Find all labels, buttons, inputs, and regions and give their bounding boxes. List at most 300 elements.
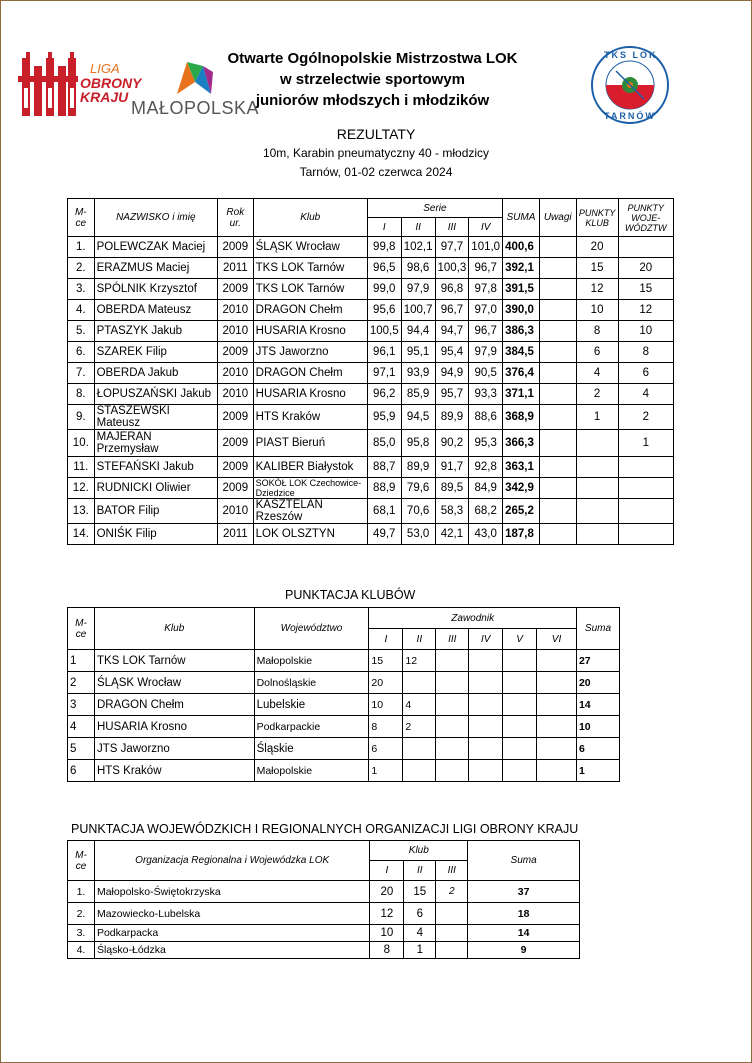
name-cell: SPÓLNIK Krzysztof [94,279,217,300]
comp-cell [469,760,503,782]
notes-cell [539,478,576,499]
name-cell: OBERDA Mateusz [94,300,217,321]
clubs-col-c6: VI [537,629,577,650]
points-voiv-cell [618,457,673,478]
points-club-cell [576,457,618,478]
place-cell: 13. [68,499,95,524]
series-cell: 91,7 [435,457,469,478]
sum-cell: 392,1 [503,258,540,279]
col-year: Rok ur. [218,199,254,237]
series-cell: 97,9 [469,342,503,363]
points-voiv-cell: 6 [618,363,673,384]
series-cell: 95,3 [469,430,503,457]
place-cell: 3 [68,694,95,716]
orgs-col-club: Klub [370,841,468,861]
place-cell: 1. [68,881,95,903]
series-cell: 97,7 [435,237,469,258]
place-cell: 5. [68,321,95,342]
sum-cell: 265,2 [503,499,540,524]
club-cell: PIAST Bieruń [253,430,367,457]
table-row [68,430,674,457]
series-cell: 89,9 [435,405,469,430]
series-cell: 96,7 [435,300,469,321]
sum-cell: 371,1 [503,384,540,405]
clubs-table [67,607,620,782]
col-s1: I [367,218,401,237]
series-cell: 99,0 [367,279,401,300]
series-cell: 96,8 [435,279,469,300]
comp-cell [403,760,436,782]
series-cell: 94,7 [435,321,469,342]
name-cell: OBERDA Jakub [94,363,217,384]
comp-cell [537,650,577,672]
comp-cell: 6 [369,738,403,760]
col-s3: III [435,218,469,237]
series-cell: 97,1 [367,363,401,384]
comp-cell [537,716,577,738]
col-series: Serie [367,199,502,218]
comp-cell [537,694,577,716]
clubs-col-club: Klub [94,608,254,650]
club-cell: 6 [404,903,436,925]
orgs-col-c1: I [370,861,404,881]
orgs-col-c2: II [404,861,436,881]
notes-cell [539,457,576,478]
series-cell: 96,2 [367,384,401,405]
name-cell: ŁOPUSZAŃSKI Jakub [94,384,217,405]
comp-cell [436,738,469,760]
points-club-cell: 6 [576,342,618,363]
points-club-cell: 10 [576,300,618,321]
clubs-title: PUNKTACJA KLUBÓW [285,588,416,602]
table-row [68,694,620,716]
place-cell: 9. [68,405,95,430]
place-cell: 5 [68,738,95,760]
comp-cell [503,760,537,782]
title-line-3: juniorów młodszych i młodzików [255,92,490,109]
year-cell: 2010 [218,300,254,321]
results-table [67,198,674,545]
club-cell: DRAGON Chełm [253,363,367,384]
points-club-cell: 1 [576,405,618,430]
series-cell: 68,2 [469,499,503,524]
place-cell: 1 [68,650,95,672]
name-cell: BATOR Filip [94,499,217,524]
series-cell: 89,5 [435,478,469,499]
club-cell: DRAGON Chełm [94,694,254,716]
series-cell: 93,9 [401,363,435,384]
voiv-cell: Małopolskie [254,650,369,672]
name-cell: ONIŚK Filip [94,524,217,545]
notes-cell [539,524,576,545]
notes-cell [539,430,576,457]
place-cell: 6 [68,760,95,782]
year-cell: 2009 [218,405,254,430]
sum-cell: 1 [576,760,619,782]
points-voiv-cell: 4 [618,384,673,405]
points-club-cell [576,430,618,457]
club-cell: LOK OLSZTYN [253,524,367,545]
series-cell: 88,6 [469,405,503,430]
results-heading: REZULTATY [336,126,416,142]
series-cell: 90,5 [469,363,503,384]
series-cell: 43,0 [469,524,503,545]
voiv-cell: Śląskie [254,738,369,760]
club-cell: HUSARIA Krosno [253,384,367,405]
comp-cell: 2 [403,716,436,738]
table-row [68,650,620,672]
tks-text-bottom: TARNÓW [604,111,656,121]
club-cell: KASZTELAN Rzeszów [253,499,367,524]
name-cell: RUDNICKI Oliwier [94,478,217,499]
series-cell: 58,3 [435,499,469,524]
series-cell: 85,9 [401,384,435,405]
clubs-col-sum: Suma [576,608,619,650]
notes-cell [539,342,576,363]
name-cell: STEFAŃSKI Jakub [94,457,217,478]
series-cell: 97,9 [401,279,435,300]
sum-cell: 9 [468,942,580,959]
col-s4: IV [469,218,503,237]
comp-cell: 12 [403,650,436,672]
sum-cell: 10 [576,716,619,738]
col-name: NAZWISKO i imię [94,199,217,237]
clubs-col-comp: Zawodnik [369,608,577,629]
table-row [68,738,620,760]
sum-cell: 14 [468,925,580,942]
series-cell: 96,1 [367,342,401,363]
voiv-cell: Lubelskie [254,694,369,716]
club-cell [436,903,468,925]
club-cell: JTS Jaworzno [94,738,254,760]
series-cell: 68,1 [367,499,401,524]
club-cell [436,925,468,942]
series-cell: 92,8 [469,457,503,478]
comp-cell [537,760,577,782]
club-cell: TKS LOK Tarnów [94,650,254,672]
table-row [68,478,674,499]
comp-cell [469,738,503,760]
table-row [68,342,674,363]
sum-cell: 366,3 [503,430,540,457]
place-cell: 4. [68,300,95,321]
comp-cell [537,738,577,760]
series-cell: 93,3 [469,384,503,405]
clubs-col-c4: IV [469,629,503,650]
place-cell: 2 [68,672,95,694]
year-cell: 2009 [218,342,254,363]
series-cell: 53,0 [401,524,435,545]
year-cell: 2011 [218,258,254,279]
table-row [68,457,674,478]
col-points-club: PUNKTY KLUB [576,199,618,237]
points-voiv-cell: 8 [618,342,673,363]
series-cell: 95,7 [435,384,469,405]
place-cell: 12. [68,478,95,499]
sum-cell: 400,6 [503,237,540,258]
club-cell: ŚLĄSK Wrocław [94,672,254,694]
place-cell: 4. [68,942,95,959]
series-cell: 100,3 [435,258,469,279]
points-voiv-cell: 20 [618,258,673,279]
points-club-cell: 8 [576,321,618,342]
comp-cell [503,694,537,716]
sum-cell: 386,3 [503,321,540,342]
table-row [68,499,674,524]
series-cell: 95,6 [367,300,401,321]
title-line-1: Otwarte Ogólnopolskie Mistrzostwa LOK [227,50,518,67]
table-row [68,279,674,300]
sum-cell: 384,5 [503,342,540,363]
series-cell: 88,9 [367,478,401,499]
series-cell: 95,4 [435,342,469,363]
comp-cell [403,672,436,694]
series-cell: 84,9 [469,478,503,499]
voiv-cell: Dolnośląskie [254,672,369,694]
club-cell: TKS LOK Tarnów [253,258,367,279]
series-cell: 97,0 [469,300,503,321]
comp-cell [469,650,503,672]
year-cell: 2009 [218,430,254,457]
club-cell: 4 [404,925,436,942]
series-cell: 94,4 [401,321,435,342]
points-voiv-cell: 10 [618,321,673,342]
series-cell: 94,9 [435,363,469,384]
series-cell: 88,7 [367,457,401,478]
table-row [68,363,674,384]
sum-cell: 390,0 [503,300,540,321]
sum-cell: 187,8 [503,524,540,545]
year-cell: 2010 [218,499,254,524]
col-place: M-ce [68,199,95,237]
col-club: Klub [253,199,367,237]
points-voiv-cell: 12 [618,300,673,321]
club-cell: 1 [404,942,436,959]
year-cell: 2009 [218,279,254,300]
clubs-col-c5: V [503,629,537,650]
comp-cell: 8 [369,716,403,738]
club-cell: 8 [370,942,404,959]
club-cell: TKS LOK Tarnów [253,279,367,300]
table-row [68,672,620,694]
orgs-table [67,840,580,959]
sum-cell: 18 [468,903,580,925]
club-cell: 10 [370,925,404,942]
club-cell: DRAGON Chełm [253,300,367,321]
sum-cell: 391,5 [503,279,540,300]
year-cell: 2010 [218,384,254,405]
club-cell: JTS Jaworzno [253,342,367,363]
club-cell: HTS Kraków [94,760,254,782]
place-cell: 11. [68,457,95,478]
place-cell: 3. [68,925,95,942]
table-row [68,925,580,942]
name-cell: STASZEWSKI Mateusz [94,405,217,430]
orgs-col-sum: Suma [468,841,580,881]
series-cell: 42,1 [435,524,469,545]
series-cell: 98,6 [401,258,435,279]
club-cell: 15 [404,881,436,903]
points-voiv-cell: 2 [618,405,673,430]
comp-cell [436,694,469,716]
points-club-cell: 20 [576,237,618,258]
comp-cell: 1 [369,760,403,782]
liga-line-2: OBRONY [80,75,142,91]
series-cell: 94,5 [401,405,435,430]
club-cell: HUSARIA Krosno [94,716,254,738]
place-cell: 6. [68,342,95,363]
table-row [68,300,674,321]
series-cell: 100,7 [401,300,435,321]
place-cell: 10. [68,430,95,457]
club-cell: 2 [436,881,468,903]
points-club-cell: 15 [576,258,618,279]
sum-cell: 27 [576,650,619,672]
notes-cell [539,363,576,384]
club-cell: ŚLĄSK Wrocław [253,237,367,258]
series-cell: 95,1 [401,342,435,363]
points-voiv-cell: 1 [618,430,673,457]
notes-cell [539,237,576,258]
series-cell: 102,1 [401,237,435,258]
place-cell: 7. [68,363,95,384]
name-cell: ERAZMUS Maciej [94,258,217,279]
club-cell: 12 [370,903,404,925]
points-voiv-cell [618,499,673,524]
table-row [68,384,674,405]
series-cell: 79,6 [401,478,435,499]
malopolska-text: MAŁOPOLSKA [131,98,260,118]
orgs-title: PUNKTACJA WOJEWÓDZKICH I REGIONALNYCH ORGANIZACJI LIGI OBRONY KRAJU [71,822,579,836]
year-cell: 2009 [218,457,254,478]
club-cell: 20 [370,881,404,903]
points-club-cell: 4 [576,363,618,384]
sum-cell: 37 [468,881,580,903]
notes-cell [539,258,576,279]
comp-cell [436,716,469,738]
table-row [68,237,674,258]
year-cell: 2009 [218,478,254,499]
sum-cell: 376,4 [503,363,540,384]
table-row [68,321,674,342]
name-cell: MAJERAN Przemysław [94,430,217,457]
orgs-col-c3: III [436,861,468,881]
comp-cell [469,694,503,716]
club-cell [436,942,468,959]
orgs-col-org: Organizacja Regionalna i Wojewódzka LOK [94,841,369,881]
year-cell: 2011 [218,524,254,545]
points-club-cell [576,478,618,499]
competition-name: 10m, Karabin pneumatyczny 40 - młodzicy [262,146,490,160]
place-cell: 14. [68,524,95,545]
series-cell: 101,0 [469,237,503,258]
place-cell: 1. [68,237,95,258]
comp-cell: 20 [369,672,403,694]
year-cell: 2010 [218,363,254,384]
series-cell: 95,9 [367,405,401,430]
club-cell: SOKÓŁ LOK Czechowice-Dziedzice [253,478,367,499]
clubs-col-c1: I [369,629,403,650]
org-cell: Mazowiecko-Lubelska [94,903,369,925]
points-club-cell [576,499,618,524]
comp-cell [537,672,577,694]
org-cell: Podkarpacka [94,925,369,942]
sum-cell: 363,1 [503,457,540,478]
table-row [68,524,674,545]
clubs-col-c2: II [403,629,436,650]
place-cell: 8. [68,384,95,405]
clubs-col-place: M-ce [68,608,95,650]
points-voiv-cell: 15 [618,279,673,300]
notes-cell [539,300,576,321]
orgs-col-place: M-ce [68,841,95,881]
notes-cell [539,405,576,430]
comp-cell [503,716,537,738]
table-row [68,716,620,738]
notes-cell [539,384,576,405]
liga-line-1: LIGA [90,61,120,76]
place-cell: 3. [68,279,95,300]
voiv-cell: Małopolskie [254,760,369,782]
comp-cell [503,738,537,760]
col-points-voiv: PUNKTY WOJE-WÓDZTW [618,199,673,237]
name-cell: SZAREK Filip [94,342,217,363]
series-cell: 99,8 [367,237,401,258]
points-club-cell [576,524,618,545]
place-cell: 4 [68,716,95,738]
series-cell: 49,7 [367,524,401,545]
club-cell: HTS Kraków [253,405,367,430]
comp-cell [469,672,503,694]
points-voiv-cell [618,478,673,499]
comp-cell: 10 [369,694,403,716]
points-club-cell: 2 [576,384,618,405]
sum-cell: 14 [576,694,619,716]
place-cell: 2. [68,903,95,925]
series-cell: 70,6 [401,499,435,524]
sum-cell: 368,9 [503,405,540,430]
name-cell: PTASZYK Jakub [94,321,217,342]
org-cell: Śląsko-Łódzka [94,942,369,959]
table-row [68,760,620,782]
comp-cell: 4 [403,694,436,716]
comp-cell [403,738,436,760]
clubs-col-c3: III [436,629,469,650]
comp-cell [469,716,503,738]
club-cell: HUSARIA Krosno [253,321,367,342]
table-row [68,258,674,279]
notes-cell [539,321,576,342]
points-voiv-cell [618,524,673,545]
col-sum: SUMA [503,199,540,237]
title-line-2: w strzelectwie sportowym [279,71,466,88]
sum-cell: 342,9 [503,478,540,499]
col-notes: Uwagi [539,199,576,237]
name-cell: POLEWCZAK Maciej [94,237,217,258]
table-row [68,903,580,925]
series-cell: 95,8 [401,430,435,457]
col-s2: II [401,218,435,237]
comp-cell [503,650,537,672]
liga-line-3: KRAJU [80,89,129,105]
sum-cell: 6 [576,738,619,760]
table-row [68,405,674,430]
series-cell: 85,0 [367,430,401,457]
voiv-cell: Podkarpackie [254,716,369,738]
year-cell: 2010 [218,321,254,342]
place-date: Tarnów, 01-02 czerwca 2024 [299,165,453,179]
lok-emblem-icon [18,52,78,120]
